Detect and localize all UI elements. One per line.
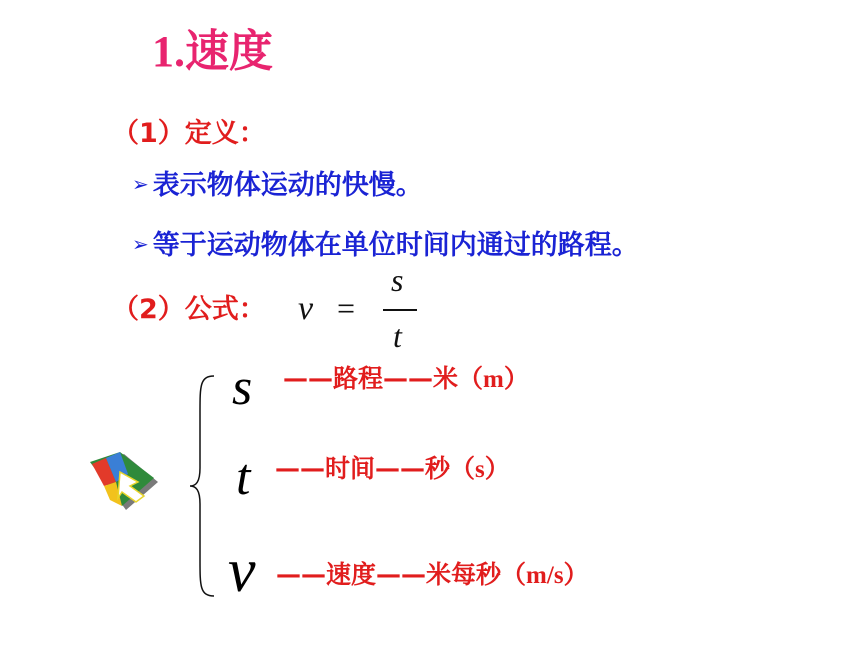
unit-open: （ [501,560,527,589]
quantity-name: 路程 [333,364,384,393]
definition-heading: （1）定义： [112,118,266,149]
unit-close: ） [484,454,510,483]
unit-close: ） [563,560,589,589]
symbol-s: s [232,359,253,416]
formula-heading: （2）公式： [112,294,266,325]
unit-name: 米 [433,364,459,393]
dash: —— [376,560,427,589]
unit-symbol: m [483,366,504,393]
dash: —— [375,454,426,483]
symbol-v: v [228,537,256,605]
quantity-name: 速度 [326,560,377,589]
unit-open: （ [458,364,484,393]
bullet-text: 等于运动物体在单位时间内通过的路程。 [152,230,639,261]
unit-symbol: s [475,456,485,483]
bullet-item [132,172,423,199]
formula-lhs: v [298,290,314,327]
formula-equals: = [337,290,356,326]
arrow-bullet-icon: ➢ [132,232,149,256]
dash: —— [383,364,434,393]
unit-close: ） [503,364,529,393]
title-number: 1. [152,27,185,76]
fraction-bar [383,309,417,311]
unit-name: 秒 [425,454,451,483]
arrow-bullet-icon: ➢ [132,172,149,196]
bullet-text: 表示物体运动的快慢。 [152,170,423,201]
symbol-t: t [236,449,251,506]
title-text: 速度 [185,26,273,77]
page-title [152,26,273,77]
return-arrow-icon[interactable] [90,452,166,512]
formula-denominator: t [393,318,402,354]
quantity-row [283,366,529,392]
dash: —— [276,560,326,589]
quantity-name: 时间 [325,454,376,483]
dash: —— [283,364,333,393]
bullet-item [132,232,639,259]
formula-numerator: s [391,262,404,298]
dash: —— [275,454,325,483]
left-brace [186,372,220,600]
unit-symbol: m/s [526,562,564,589]
unit-name: 米每秒 [426,560,502,589]
quantity-row [276,562,589,588]
quantity-row [275,456,510,482]
unit-open: （ [450,454,476,483]
